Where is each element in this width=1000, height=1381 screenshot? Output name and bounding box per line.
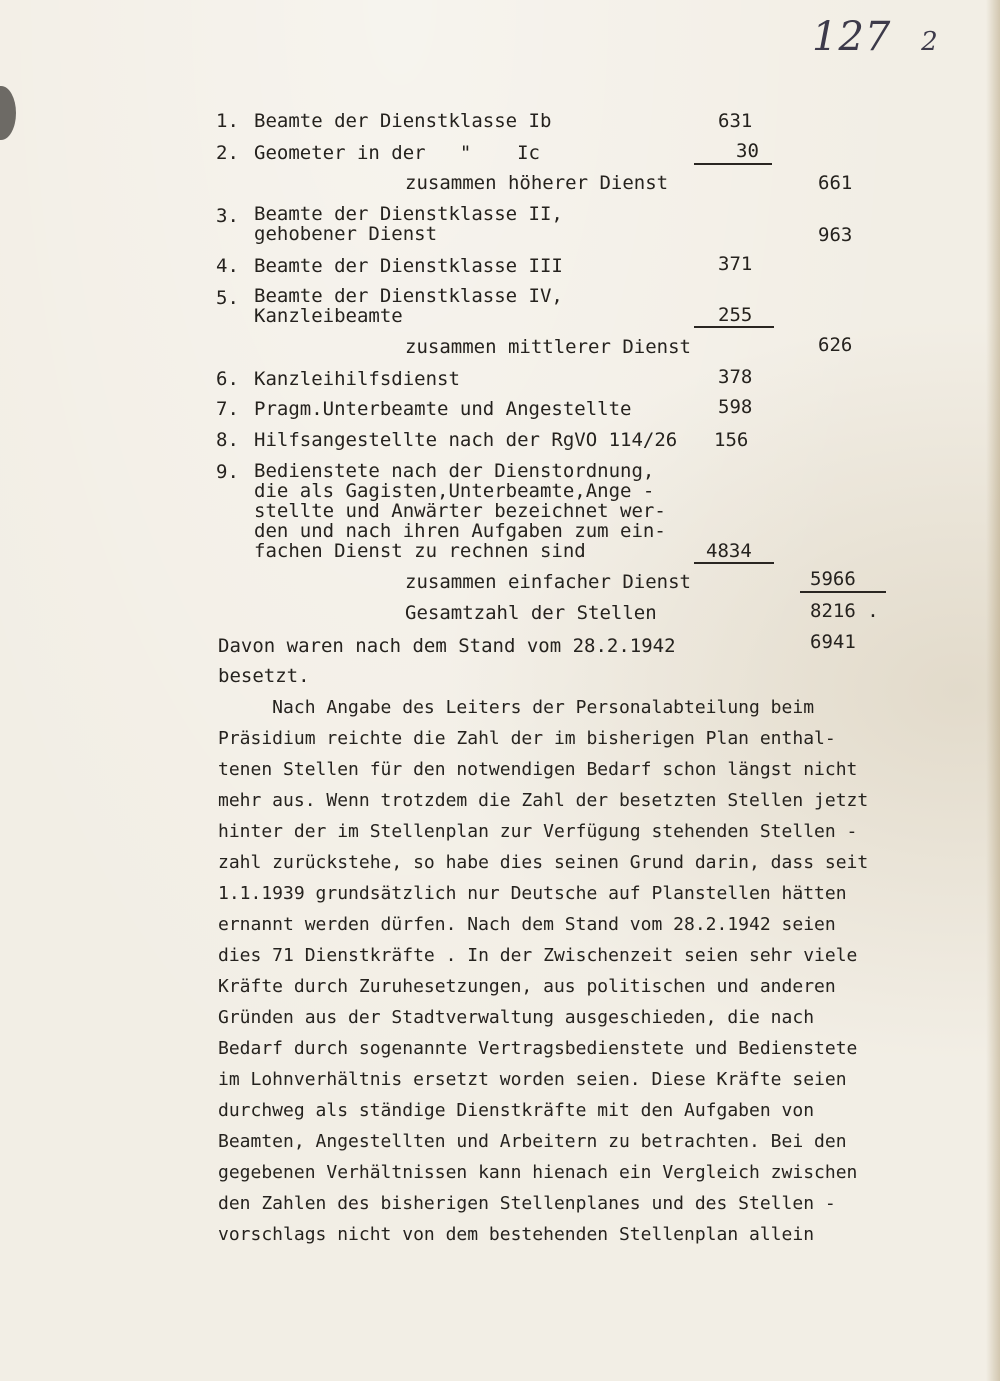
paragraph-line: Gründen aus der Stadtverwaltung ausgeschieden, die nach [218, 1007, 815, 1028]
paragraph-line: tenen Stellen für den notwendigen Bedarf schon längst nicht [218, 759, 858, 780]
item-9-underline [694, 562, 774, 564]
total-positions-value: 8216 . [810, 600, 879, 622]
item-7-text: Pragm.Unterbeamte und Angestellte [254, 398, 632, 420]
paragraph-line: 1.1.1939 grundsätzlich nur Deutsche auf Planstellen hätten [218, 883, 847, 904]
paragraph-line: Kräfte durch Zuruhesetzungen, aus politischen und anderen [218, 976, 836, 997]
item-1-number: 1. [216, 110, 239, 132]
folio-number [812, 14, 939, 60]
punch-hole [0, 86, 16, 140]
item-3-number: 3. [216, 205, 239, 227]
item-1-text: Beamte der Dienstklasse Ib [254, 110, 552, 132]
folio-mark: 2 [921, 27, 939, 57]
body-paragraph [218, 692, 978, 1250]
occupied-text: Davon waren nach dem Stand vom 28.2.1942 [218, 635, 676, 657]
occupied-value: 6941 [810, 631, 856, 653]
total-positions-label: Gesamtzahl der Stellen [405, 602, 657, 624]
page-edge-stain [986, 0, 1000, 1381]
item-4-value: 371 [718, 253, 753, 275]
item-3-text: Beamte der Dienstklasse II, gehobener Dienst [254, 203, 563, 245]
paragraph-line: Beamten, Angestellten und Arbeitern zu betrachten. Bei den [218, 1131, 847, 1152]
paragraph-line: zahl zurückstehe, so habe dies seinen Grund darin, dass seit [218, 852, 869, 873]
item-6-text: Kanzleihilfsdienst [254, 368, 460, 390]
item-8-value: 156 [714, 429, 749, 451]
item-4-text: Beamte der Dienstklasse III [254, 255, 563, 277]
paragraph-line: Nach Angabe des Leiters der Personalabteilung beim [218, 697, 815, 718]
item-5-underline [694, 326, 774, 328]
item-2-underline [694, 163, 772, 165]
item-8-text: Hilfsangestellte nach der RgVO 114/26 [254, 429, 678, 451]
item-3-value: 963 [818, 224, 853, 246]
subtotal-hoeherer-value: 661 [818, 172, 853, 194]
occupied-continuation: besetzt. [218, 665, 310, 687]
item-5-number: 5. [216, 287, 239, 309]
item-9-text: Bedienstete nach der Dienstordnung, die als Gagisten,Unterbeamte,Ange - stellte und Anwärter bezeichnet wer- den und nach ihren Aufgaben zum ein- fachen Dienst zu rechnen sind [254, 460, 666, 562]
item-8-number: 8. [216, 429, 239, 451]
item-2-number: 2. [216, 142, 239, 164]
item-5-text: Beamte der Dienstklasse IV, Kanzleibeamte [254, 285, 563, 327]
item-6-number: 6. [216, 368, 239, 390]
paragraph-line: hinter der im Stellenplan zur Verfügung stehenden Stellen - [218, 821, 858, 842]
item-6-value: 378 [718, 366, 753, 388]
paragraph-line: den Zahlen des bisherigen Stellenplanes und des Stellen - [218, 1193, 836, 1214]
subtotal-mittlerer-label: zusammen mittlerer Dienst [405, 336, 691, 358]
folio-page-number: 127 [812, 14, 892, 60]
paragraph-line: dies 71 Dienstkräfte . In der Zwischenzeit seien sehr viele [218, 945, 858, 966]
item-9-number: 9. [216, 461, 239, 483]
item-2-text: Geometer in der " Ic [254, 142, 540, 164]
item-7-number: 7. [216, 398, 239, 420]
paragraph-line: vorschlags nicht von dem bestehenden Stellenplan allein [218, 1224, 815, 1245]
subtotal-einfacher-value: 5966 [810, 568, 856, 590]
paragraph-line: mehr aus. Wenn trotzdem die Zahl der besetzten Stellen jetzt [218, 790, 869, 811]
subtotal-einfacher-label: zusammen einfacher Dienst [405, 571, 691, 593]
item-1-value: 631 [718, 110, 753, 132]
paragraph-line: im Lohnverhältnis ersetzt worden seien. Diese Kräfte seien [218, 1069, 847, 1090]
paragraph-line: Präsidium reichte die Zahl der im bisherigen Plan enthal- [218, 728, 836, 749]
item-9-value: 4834 [706, 540, 752, 562]
paragraph-line: durchweg als ständige Dienstkräfte mit den Aufgaben von [218, 1100, 815, 1121]
subtotal-einfacher-underline [800, 591, 886, 593]
item-4-number: 4. [216, 255, 239, 277]
subtotal-hoeherer-label: zusammen höherer Dienst [405, 172, 669, 194]
item-5-value: 255 [718, 304, 753, 326]
paragraph-line: Bedarf durch sogenannte Vertragsbedienstete und Bedienstete [218, 1038, 858, 1059]
paragraph-line: gegebenen Verhältnissen kann hienach ein Vergleich zwischen [218, 1162, 858, 1183]
item-2-value: 30 [736, 140, 759, 162]
paragraph-line: ernannt werden dürfen. Nach dem Stand vom 28.2.1942 seien [218, 914, 836, 935]
item-7-value: 598 [718, 396, 753, 418]
subtotal-mittlerer-value: 626 [818, 334, 853, 356]
